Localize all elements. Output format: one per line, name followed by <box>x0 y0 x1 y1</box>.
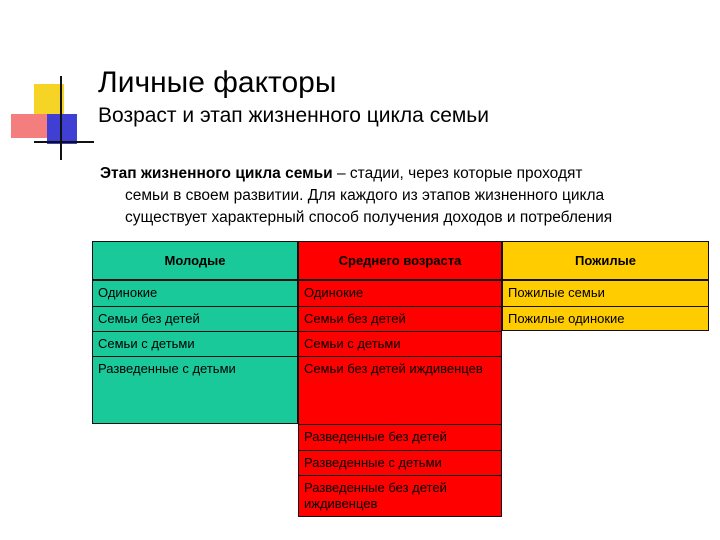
definition-line-1-rest: – стадии, через которые проходят <box>332 165 583 182</box>
definition-line-1 <box>100 163 705 185</box>
slide-title: Личные факторы <box>98 66 337 99</box>
elderly-cell-families: Пожилые семьи <box>502 280 709 306</box>
middle-cell-single: Одинокие <box>298 280 502 306</box>
header-middle-age: Среднего возраста <box>298 241 502 280</box>
middle-cell-divorced-no-dependents: Разведенные без детей иждивенцев <box>298 475 502 517</box>
middle-cell-with-children: Семьи с детьми <box>298 331 502 356</box>
decorative-square-blue <box>47 114 77 144</box>
definition-text <box>100 163 705 229</box>
header-young: Молодые <box>92 241 298 280</box>
middle-cell-divorced-with-children: Разведенные с детьми <box>298 450 502 475</box>
decorative-horizontal-line <box>34 141 94 143</box>
slide-subtitle: Возраст и этап жизненного цикла семьи <box>98 104 489 127</box>
header-elderly: Пожилые <box>502 241 709 280</box>
definition-line-3: существует характерный способ получения доходов и потребления <box>125 209 613 226</box>
middle-cell-divorced-no-children: Разведенные без детей <box>298 424 502 450</box>
elderly-cell-single: Пожилые одинокие <box>502 306 709 331</box>
young-cell-no-children: Семьи без детей <box>92 306 298 331</box>
middle-cell-no-children: Семьи без детей <box>298 306 502 331</box>
young-cell-divorced-with-children: Разведенные с детьми <box>92 356 298 424</box>
definition-term: Этап жизненного цикла семьи <box>100 165 333 182</box>
middle-cell-no-dependent-children: Семьи без детей иждивенцев <box>298 356 502 424</box>
young-cell-with-children: Семьи с детьми <box>92 331 298 356</box>
definition-line-2: семьи в своем развитии. Для каждого из этапов жизненного цикла <box>125 187 605 204</box>
decorative-vertical-line <box>60 76 62 160</box>
young-cell-single: Одинокие <box>92 280 298 306</box>
